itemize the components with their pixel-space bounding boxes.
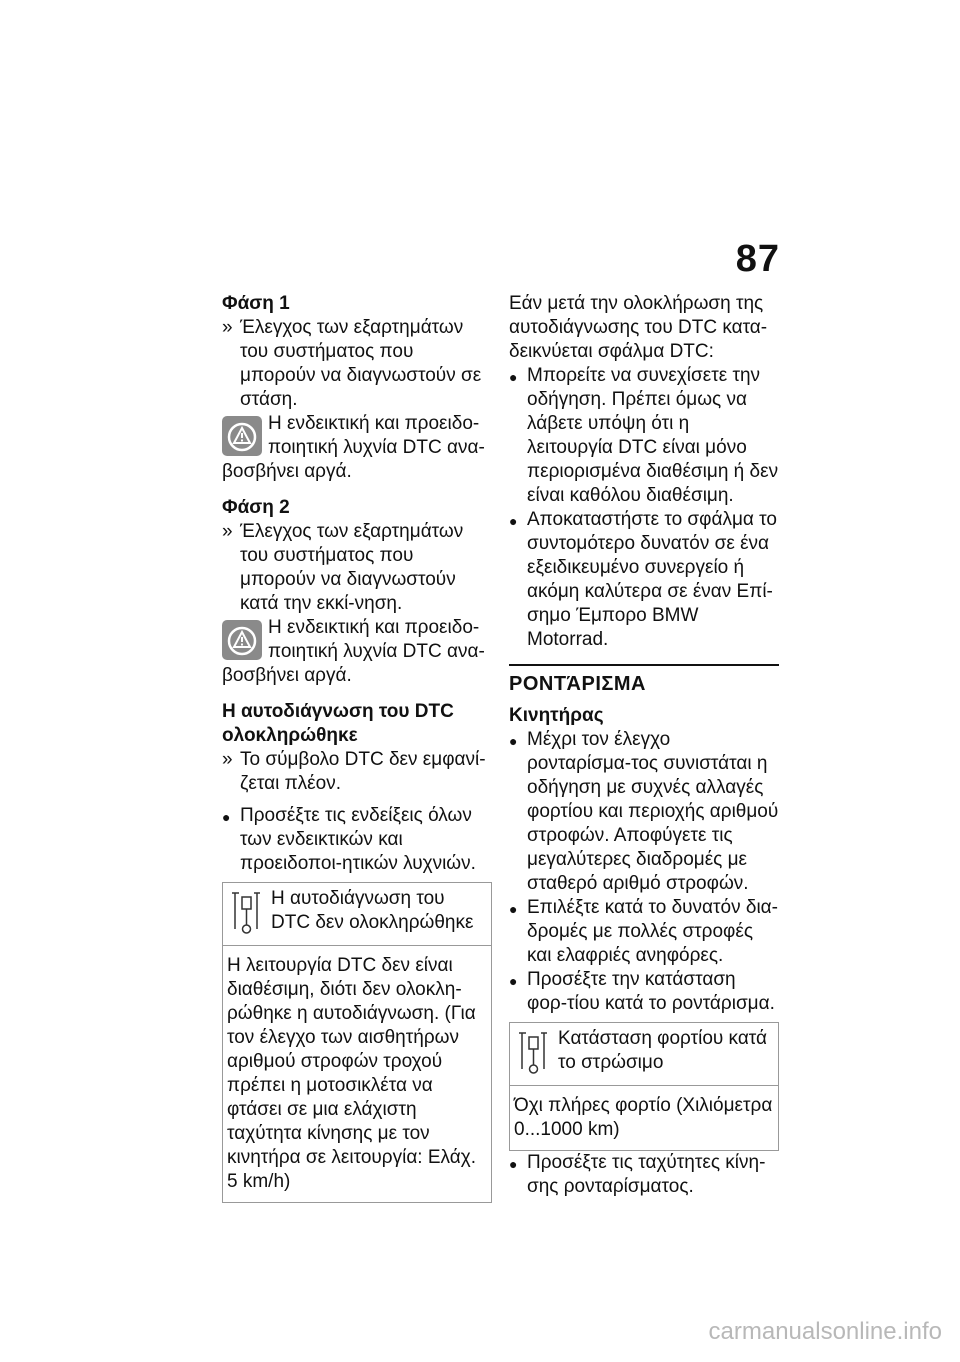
left-column: [222, 292, 492, 1203]
indicator-bullet-text: Προσέξτε τις ενδείξεις όλων των ενδεικτικών και προειδοποι-ητικών λυχνιών.: [240, 805, 476, 874]
dipstick-icon: [516, 1029, 552, 1081]
load-state-text: Προσέξτε την κατάσταση φορ-τίου κατά το ροντάρισμα.: [527, 969, 775, 1014]
continue-riding-text: Μπορείτε να συνεχίσετε την οδήγηση. Πρέπει όμως να λάβετε υπόψη ότι η λειτουργία DTC είναι μόνο περιορισμένα διαθέσιμη ή δεν είναι καθόλου διαθέσιμη.: [527, 365, 779, 506]
dtc-error-intro: Εάν μετά την ολοκλήρωση της αυτοδιάγνωσης του DTC κατα-δεικνύεται σφάλμα DTC:: [509, 293, 768, 362]
bullet-marker: ●: [509, 901, 518, 917]
warning-light-icon: [222, 620, 262, 660]
selfdiag-complete-step: [222, 748, 492, 796]
table-header-text: Η αυτοδιάγνωση του DTC δεν ολοκληρώθηκε: [271, 888, 474, 933]
selfdiag-complete-step-text: Το σύμβολο DTC δεν εμφανί-ζεται πλέον.: [240, 749, 486, 794]
phase1-warning: [222, 412, 492, 460]
table-header: [510, 1023, 778, 1086]
bullet-marker: ●: [222, 809, 231, 825]
bullet-marker: ●: [509, 733, 518, 749]
selfdiag-incomplete-table: [222, 882, 492, 1203]
warning-light-icon: [222, 416, 262, 456]
phase2-warning-continued: βοσβήνει αργά.: [222, 665, 352, 686]
watermark: carmanualsonline.info: [708, 1318, 942, 1345]
phase2-warning: [222, 616, 492, 664]
table-body: Η λειτουργία DTC δεν είναι διαθέσιμη, διότι δεν ολοκλη-ρώθηκε η αυτοδιάγνωση. (Για τον έλεγχο των αισθητήρων αριθμού στροφών τροχού πρέπει η μοτοσικλέτα να φτάσει σε μια ελάχιστη ταχύτητα κίνησης με τον κινητήρα σε λειτουργία: Ελάχ. 5 km/h): [227, 955, 476, 1192]
step-marker: »: [222, 521, 233, 542]
dipstick-icon: [229, 889, 265, 941]
table-body: Όχι πλήρες φορτίο (Χιλιόμετρα 0...1000 km): [514, 1095, 773, 1140]
page-number: 87: [735, 238, 780, 280]
phase2-warning-text: Η ενδεικτική και προειδο-ποιητική λυχνία DTC ανα-: [268, 617, 485, 662]
bullet-marker: ●: [509, 369, 518, 385]
phase1-warning-continued: βοσβήνει αργά.: [222, 461, 352, 482]
winding-roads-bullet: [509, 896, 779, 968]
breakin-load-table: [509, 1022, 779, 1151]
winding-roads-text: Επιλέξτε κατά το δυνατόν δια-δρομές με πολλές στροφές και ελαφριές ανηφόρες.: [527, 897, 778, 966]
phase2-step: [222, 520, 492, 616]
right-column: [509, 292, 779, 1199]
engine-heading: Κινητήρας: [509, 705, 604, 726]
step-marker: »: [222, 749, 233, 770]
load-state-bullet: [509, 968, 779, 1016]
phase2-step-text: Έλεγχος των εξαρτημάτων του συστήματος που μπορούν να διαγνωστούν κατά την εκκί-νηση.: [240, 521, 464, 614]
phase1-step: [222, 316, 492, 412]
phase1-heading: Φάση 1: [222, 293, 290, 314]
breakin-section-title: ΡΟΝΤΆΡΙΣΜΑ: [509, 673, 647, 695]
fix-fault-bullet: [509, 508, 779, 652]
table-header: [223, 883, 491, 946]
phase1-step-text: Έλεγχος των εξαρτημάτων του συστήματος που μπορούν να διαγνωστούν σε στάση.: [240, 317, 482, 410]
selfdiag-complete-heading: Η αυτοδιάγνωση του DTC ολοκληρώθηκε: [222, 701, 454, 746]
indicator-bullet: [222, 804, 492, 876]
load-changes-text: Μέχρι τον έλεγχο ρονταρίσμα-τος συνιστάται η οδήγηση με συχνές αλλαγές φορτίου και περιοχής αριθμού στροφών. Αποφύγετε τις μεγαλύτερες διαδρομές με σταθερό αριθμό στροφών.: [527, 729, 779, 894]
table-header-text: Κατάσταση φορτίου κατά το στρώσιμο: [558, 1028, 768, 1073]
breakin-speeds-text: Προσέξτε τις ταχύτητες κίνη-σης ρονταρίσματος.: [527, 1152, 766, 1197]
phase2-heading: Φάση 2: [222, 497, 290, 518]
step-marker: »: [222, 317, 233, 338]
load-changes-bullet: [509, 728, 779, 896]
bullet-marker: ●: [509, 973, 518, 989]
bullet-marker: ●: [509, 513, 518, 529]
section-divider: [509, 664, 779, 696]
phase1-warning-text: Η ενδεικτική και προειδο-ποιητική λυχνία DTC ανα-: [268, 413, 485, 458]
breakin-speeds-bullet: [509, 1151, 779, 1199]
bullet-marker: ●: [509, 1156, 518, 1172]
continue-riding-bullet: [509, 364, 779, 508]
fix-fault-text: Αποκαταστήστε το σφάλμα το συντομότερο δυνατόν σε ένα εξειδικευμένο συνεργείο ή ακόμη καλύτερα σε έναν Επί-σημο Έμπορο BMW Motorrad.: [527, 509, 777, 650]
